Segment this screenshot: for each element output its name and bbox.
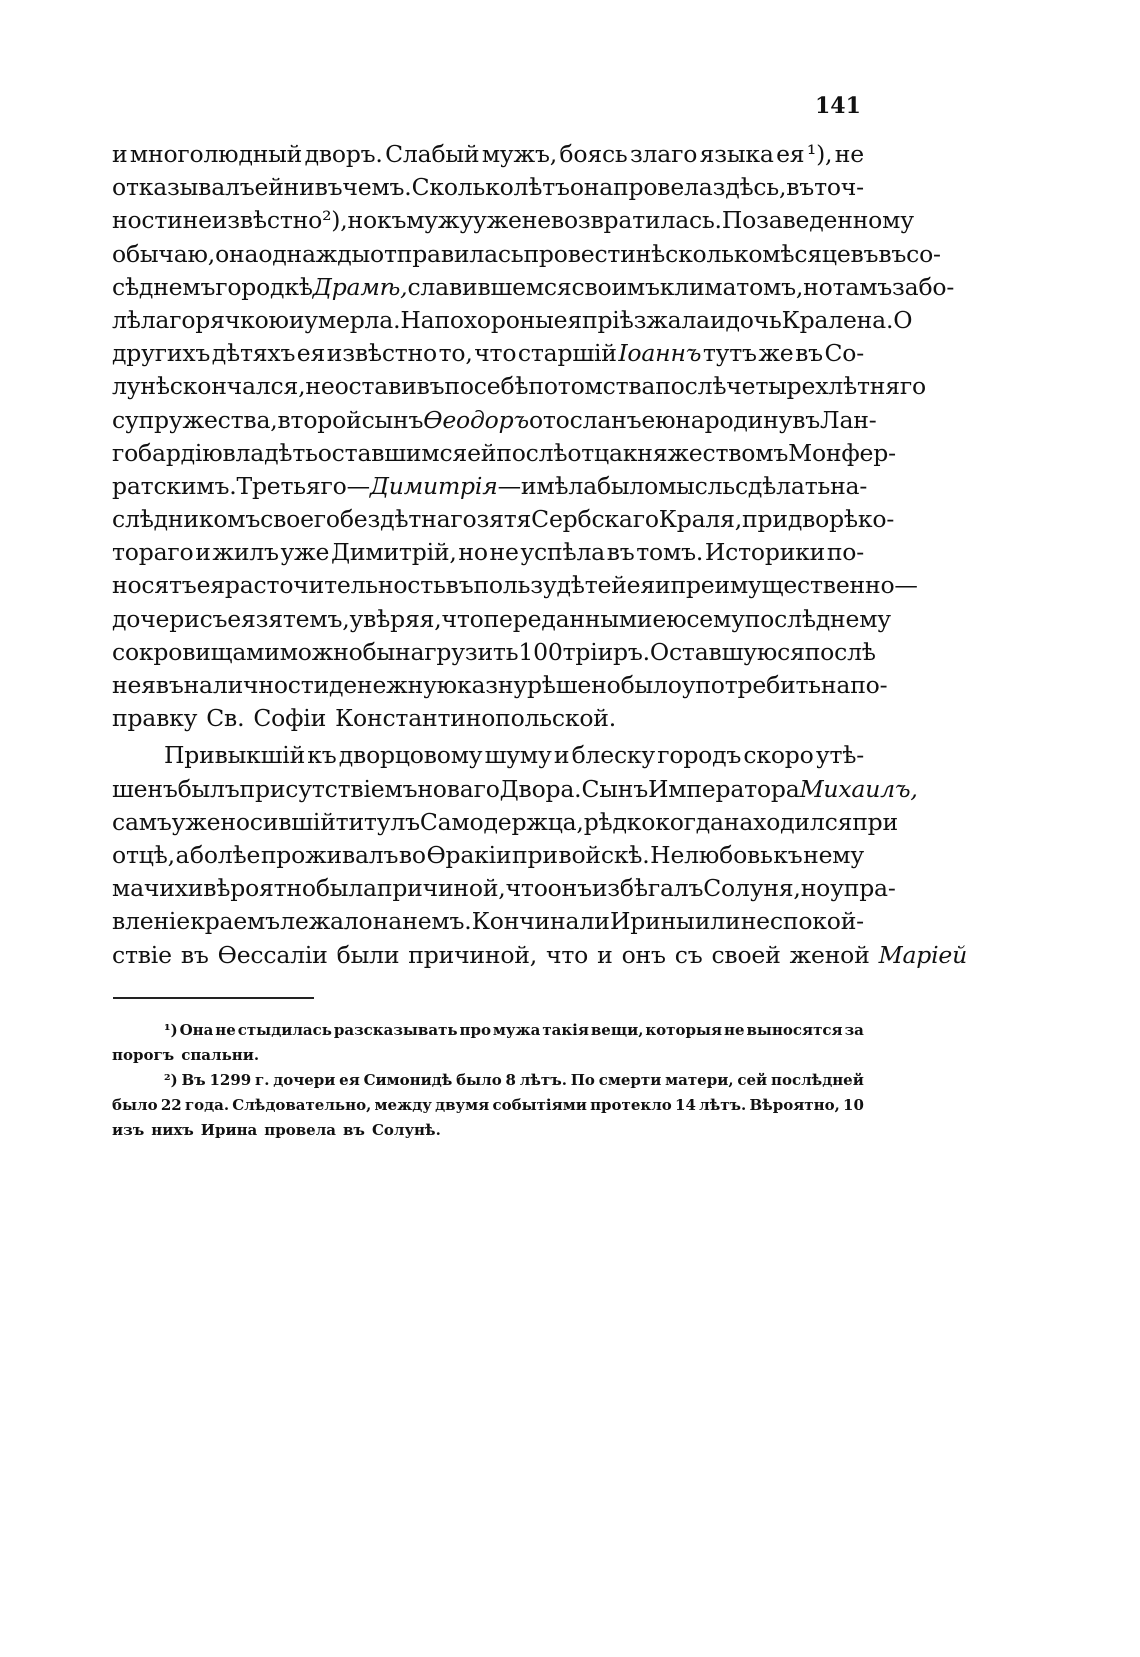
text-line: нея въ наличности денежную казну рѣшено было употребить на по-	[112, 671, 888, 699]
footnote-line: порогъ спальни.	[112, 1046, 260, 1064]
text-line: сокровищами можно бы нагрузить 100 тріиръ. Оставшуюся послѣ	[112, 637, 876, 666]
footnote-line: ²) Въ 1299 г. дочери ея Симонидѣ было 8 лѣтъ. По смерти матери, сей послѣдней	[164, 1071, 864, 1089]
footnote-line: ¹) Она не стыдилась разсказывать про мужа такія вещи, которыя не выносятся за	[164, 1021, 864, 1039]
footnote-line: изъ нихъ Ирина провела въ Солунѣ.	[112, 1121, 441, 1139]
text-line: Привыкшій къ дворцовому шуму и блеску городъ скоро утѣ-	[164, 741, 864, 770]
text-line: сѣднемъ городкѣ Драмѣ, славившемся своимъ климатомъ, но тамъ забо-	[112, 272, 955, 301]
text-line: самъ уже носившій титулъ Самодержца, рѣдко когда находился при	[112, 807, 898, 836]
main-text	[112, 138, 968, 972]
text-line: лунѣ скончался, не оставивъ по себѣ потомства послѣ четырехлѣтняго	[112, 372, 926, 401]
footnote-divider	[113, 997, 314, 999]
text-line: лѣла горячкою и умерла. На похороны ея пріѣзжала и дочь Кралена. О	[112, 305, 913, 334]
page-number: 141	[815, 93, 861, 119]
text-line: дочери съ ея зятемъ, увѣряя, что переданными ею сему послѣднему	[112, 604, 891, 633]
text-line: гобардію владѣть оставшимся ей послѣ отца княжествомъ Монфер-	[112, 438, 896, 467]
text-line: шенъ былъ присутствіемъ новаго Двора. Сынъ Императора Михаилъ,	[112, 774, 918, 803]
footnotes	[112, 1018, 864, 1143]
text-line: ности неизвѣстно ²), но къ мужу уже не возвратилась. По заведенному	[112, 206, 914, 235]
text-line: мачихи вѣроятно была причиной, что онъ избѣгалъ Солуня, но упра-	[112, 874, 896, 903]
text-line: другихъ дѣтяхъ ея извѣстно то, что старшій Іоаннъ тутъ же въ Со-	[112, 339, 864, 368]
text-line: и многолюдный дворъ. Слабый мужъ, боясь злаго языка ея ¹), не	[112, 140, 864, 168]
text-line: слѣдникомъ своего бездѣтнаго зятя Сербскаго Краля, при дворѣ ко-	[112, 505, 895, 534]
footnote-line: было 22 года. Слѣдовательно, между двумя событіями протекло 14 лѣтъ. Вѣроятно, 10	[112, 1096, 864, 1114]
text-line: ратскимъ. Третьяго — Димитрія — имѣла было мысль сдѣлать на-	[112, 471, 868, 500]
text-line: отцѣ, а болѣе проживалъ во Ѳракіи при войскѣ. Нелюбовь къ нему	[112, 840, 864, 869]
text-line: вленіе краемъ лежало на немъ. Кончина ли Ирины или неспокой-	[112, 907, 864, 936]
text-line: правку Св. Софіи Константинопольской.	[112, 704, 617, 733]
text-line: тораго и жилъ уже Димитрій, но не успѣла въ томъ. Историки по-	[112, 538, 864, 567]
text-line: носятъ ея расточительность въ пользу дѣтей ея и преимущественно—	[112, 571, 918, 600]
text-line: супружества, второй сынъ Ѳеодоръ отосланъ ею на родину въ Лан-	[112, 405, 877, 434]
text-line: обычаю, она однажды отправилась провести нѣсколько мѣсяцевъ въ со-	[112, 239, 941, 268]
text-line: ствіе въ Ѳессаліи были причиной, что и онъ съ своей женой Маріей	[112, 940, 968, 969]
text-line: отказывалъ ей ни въ чемъ. Сколько лѣтъ она провела здѣсь, въ точ-	[112, 173, 864, 202]
